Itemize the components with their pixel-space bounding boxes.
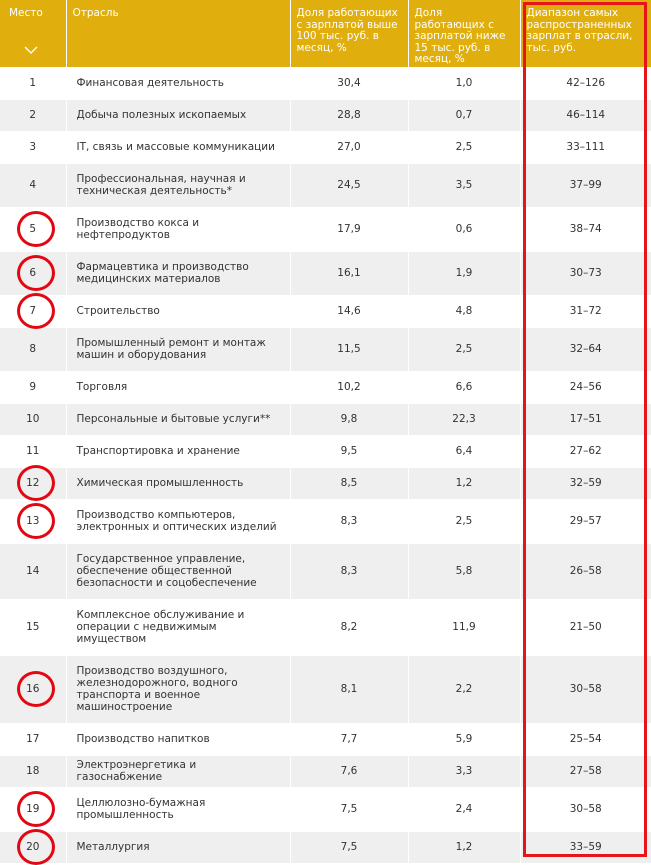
cell-industry: Фармацевтика и производство медицинских материалов [66, 251, 290, 295]
cell-industry: Профессиональная, научная и техническая деятельность* [66, 163, 290, 207]
header-salary-range: Диапазон самых распространенных зарплат в отрасли, тыс. руб. [520, 0, 651, 67]
cell-share-high: 8,5 [290, 467, 408, 499]
table-row [0, 723, 651, 755]
cell-share-high: 8,2 [290, 599, 408, 655]
cell-industry: Комплексное обслуживание и операции с недвижимым имуществом [66, 599, 290, 655]
table-row [0, 755, 651, 787]
table-row [0, 207, 651, 251]
cell-share-low: 1,0 [408, 67, 520, 99]
cell-place: 6 [0, 251, 66, 295]
table-row [0, 599, 651, 655]
cell-salary-range: 38–74 [520, 207, 651, 251]
cell-industry: IT, связь и массовые коммуникации [66, 131, 290, 163]
cell-share-low: 1,2 [408, 831, 520, 863]
cell-share-high: 17,9 [290, 207, 408, 251]
cell-place: 20 [0, 831, 66, 863]
cell-share-low: 11,9 [408, 599, 520, 655]
cell-share-high: 9,5 [290, 435, 408, 467]
table-row [0, 655, 651, 723]
cell-place: 14 [0, 543, 66, 599]
cell-salary-range: 33–111 [520, 131, 651, 163]
cell-share-high: 8,3 [290, 499, 408, 543]
cell-industry: Целлюлозно-бумажная промышленность [66, 787, 290, 831]
cell-salary-range: 33–59 [520, 831, 651, 863]
cell-industry: Персональные и бытовые услуги** [66, 403, 290, 435]
cell-place: 10 [0, 403, 66, 435]
cell-place: 15 [0, 599, 66, 655]
cell-share-low: 22,3 [408, 403, 520, 435]
cell-share-low: 2,4 [408, 787, 520, 831]
cell-industry: Строительство [66, 295, 290, 327]
cell-salary-range: 42–126 [520, 67, 651, 99]
cell-place: 3 [0, 131, 66, 163]
cell-salary-range: 21–50 [520, 599, 651, 655]
cell-share-high: 28,8 [290, 99, 408, 131]
cell-place: 16 [0, 655, 66, 723]
cell-place: 19 [0, 787, 66, 831]
cell-industry: Производство кокса и нефтепродуктов [66, 207, 290, 251]
cell-share-high: 16,1 [290, 251, 408, 295]
table-row [0, 99, 651, 131]
cell-place: 1 [0, 67, 66, 99]
header-share-low: Доля работающих с зарплатой ниже 15 тыс. руб. в месяц, % [408, 0, 520, 67]
header-place-label: Место [9, 7, 43, 19]
cell-share-low: 2,5 [408, 131, 520, 163]
cell-share-low: 0,6 [408, 207, 520, 251]
cell-salary-range: 27–58 [520, 755, 651, 787]
cell-share-high: 8,1 [290, 655, 408, 723]
cell-share-low: 2,2 [408, 655, 520, 723]
chevron-down-icon[interactable] [24, 46, 38, 54]
table-row [0, 435, 651, 467]
cell-industry: Добыча полезных ископаемых [66, 99, 290, 131]
cell-place: 11 [0, 435, 66, 467]
cell-salary-range: 30–58 [520, 655, 651, 723]
cell-industry: Производство компьютеров, электронных и оптических изделий [66, 499, 290, 543]
table-row [0, 499, 651, 543]
cell-place: 2 [0, 99, 66, 131]
table-row [0, 327, 651, 371]
cell-share-high: 7,5 [290, 831, 408, 863]
cell-share-high: 7,7 [290, 723, 408, 755]
cell-place: 5 [0, 207, 66, 251]
table-row [0, 371, 651, 403]
table-row [0, 403, 651, 435]
cell-share-high: 7,5 [290, 787, 408, 831]
cell-share-high: 27,0 [290, 131, 408, 163]
cell-salary-range: 32–64 [520, 327, 651, 371]
cell-place: 13 [0, 499, 66, 543]
cell-industry: Государственное управление, обеспечение общественной безопасности и соцобеспечение [66, 543, 290, 599]
cell-salary-range: 31–72 [520, 295, 651, 327]
cell-place: 9 [0, 371, 66, 403]
cell-salary-range: 27–62 [520, 435, 651, 467]
table-row [0, 163, 651, 207]
cell-share-high: 24,5 [290, 163, 408, 207]
cell-place: 18 [0, 755, 66, 787]
cell-share-low: 2,5 [408, 327, 520, 371]
cell-industry: Производство напитков [66, 723, 290, 755]
cell-share-low: 1,2 [408, 467, 520, 499]
header-share-high: Доля работающих с зарплатой выше 100 тыс. руб. в месяц, % [290, 0, 408, 67]
cell-salary-range: 32–59 [520, 467, 651, 499]
cell-share-high: 10,2 [290, 371, 408, 403]
cell-share-low: 0,7 [408, 99, 520, 131]
header-industry: Отрасль [66, 0, 290, 67]
cell-industry: Производство воздушного, железнодорожного, водного транспорта и военное машиностроение [66, 655, 290, 723]
header-place[interactable] [0, 0, 66, 67]
cell-salary-range: 46–114 [520, 99, 651, 131]
cell-industry: Химическая промышленность [66, 467, 290, 499]
cell-place: 4 [0, 163, 66, 207]
cell-industry: Транспортировка и хранение [66, 435, 290, 467]
cell-share-low: 6,4 [408, 435, 520, 467]
cell-industry: Промышленный ремонт и монтаж машин и оборудования [66, 327, 290, 371]
cell-share-high: 9,8 [290, 403, 408, 435]
cell-share-low: 5,9 [408, 723, 520, 755]
table-row [0, 251, 651, 295]
cell-industry: Металлургия [66, 831, 290, 863]
cell-share-high: 11,5 [290, 327, 408, 371]
cell-salary-range: 25–54 [520, 723, 651, 755]
cell-salary-range: 24–56 [520, 371, 651, 403]
cell-share-low: 6,6 [408, 371, 520, 403]
cell-place: 12 [0, 467, 66, 499]
table-row [0, 131, 651, 163]
table-row [0, 467, 651, 499]
cell-share-low: 3,3 [408, 755, 520, 787]
cell-share-low: 5,8 [408, 543, 520, 599]
cell-salary-range: 30–73 [520, 251, 651, 295]
cell-salary-range: 26–58 [520, 543, 651, 599]
table-row [0, 67, 651, 99]
cell-place: 7 [0, 295, 66, 327]
cell-salary-range: 30–58 [520, 787, 651, 831]
cell-share-low: 2,5 [408, 499, 520, 543]
cell-industry: Электроэнергетика и газоснабжение [66, 755, 290, 787]
cell-share-high: 14,6 [290, 295, 408, 327]
cell-share-low: 3,5 [408, 163, 520, 207]
cell-share-high: 7,6 [290, 755, 408, 787]
cell-salary-range: 29–57 [520, 499, 651, 543]
table-row [0, 787, 651, 831]
table-row [0, 543, 651, 599]
cell-share-high: 30,4 [290, 67, 408, 99]
cell-place: 17 [0, 723, 66, 755]
cell-industry: Торговля [66, 371, 290, 403]
cell-salary-range: 17–51 [520, 403, 651, 435]
cell-share-low: 1,9 [408, 251, 520, 295]
table-row [0, 295, 651, 327]
cell-share-low: 4,8 [408, 295, 520, 327]
cell-industry: Финансовая деятельность [66, 67, 290, 99]
table-header-row [0, 0, 651, 67]
cell-salary-range: 37–99 [520, 163, 651, 207]
table-row [0, 831, 651, 863]
cell-share-high: 8,3 [290, 543, 408, 599]
cell-place: 8 [0, 327, 66, 371]
